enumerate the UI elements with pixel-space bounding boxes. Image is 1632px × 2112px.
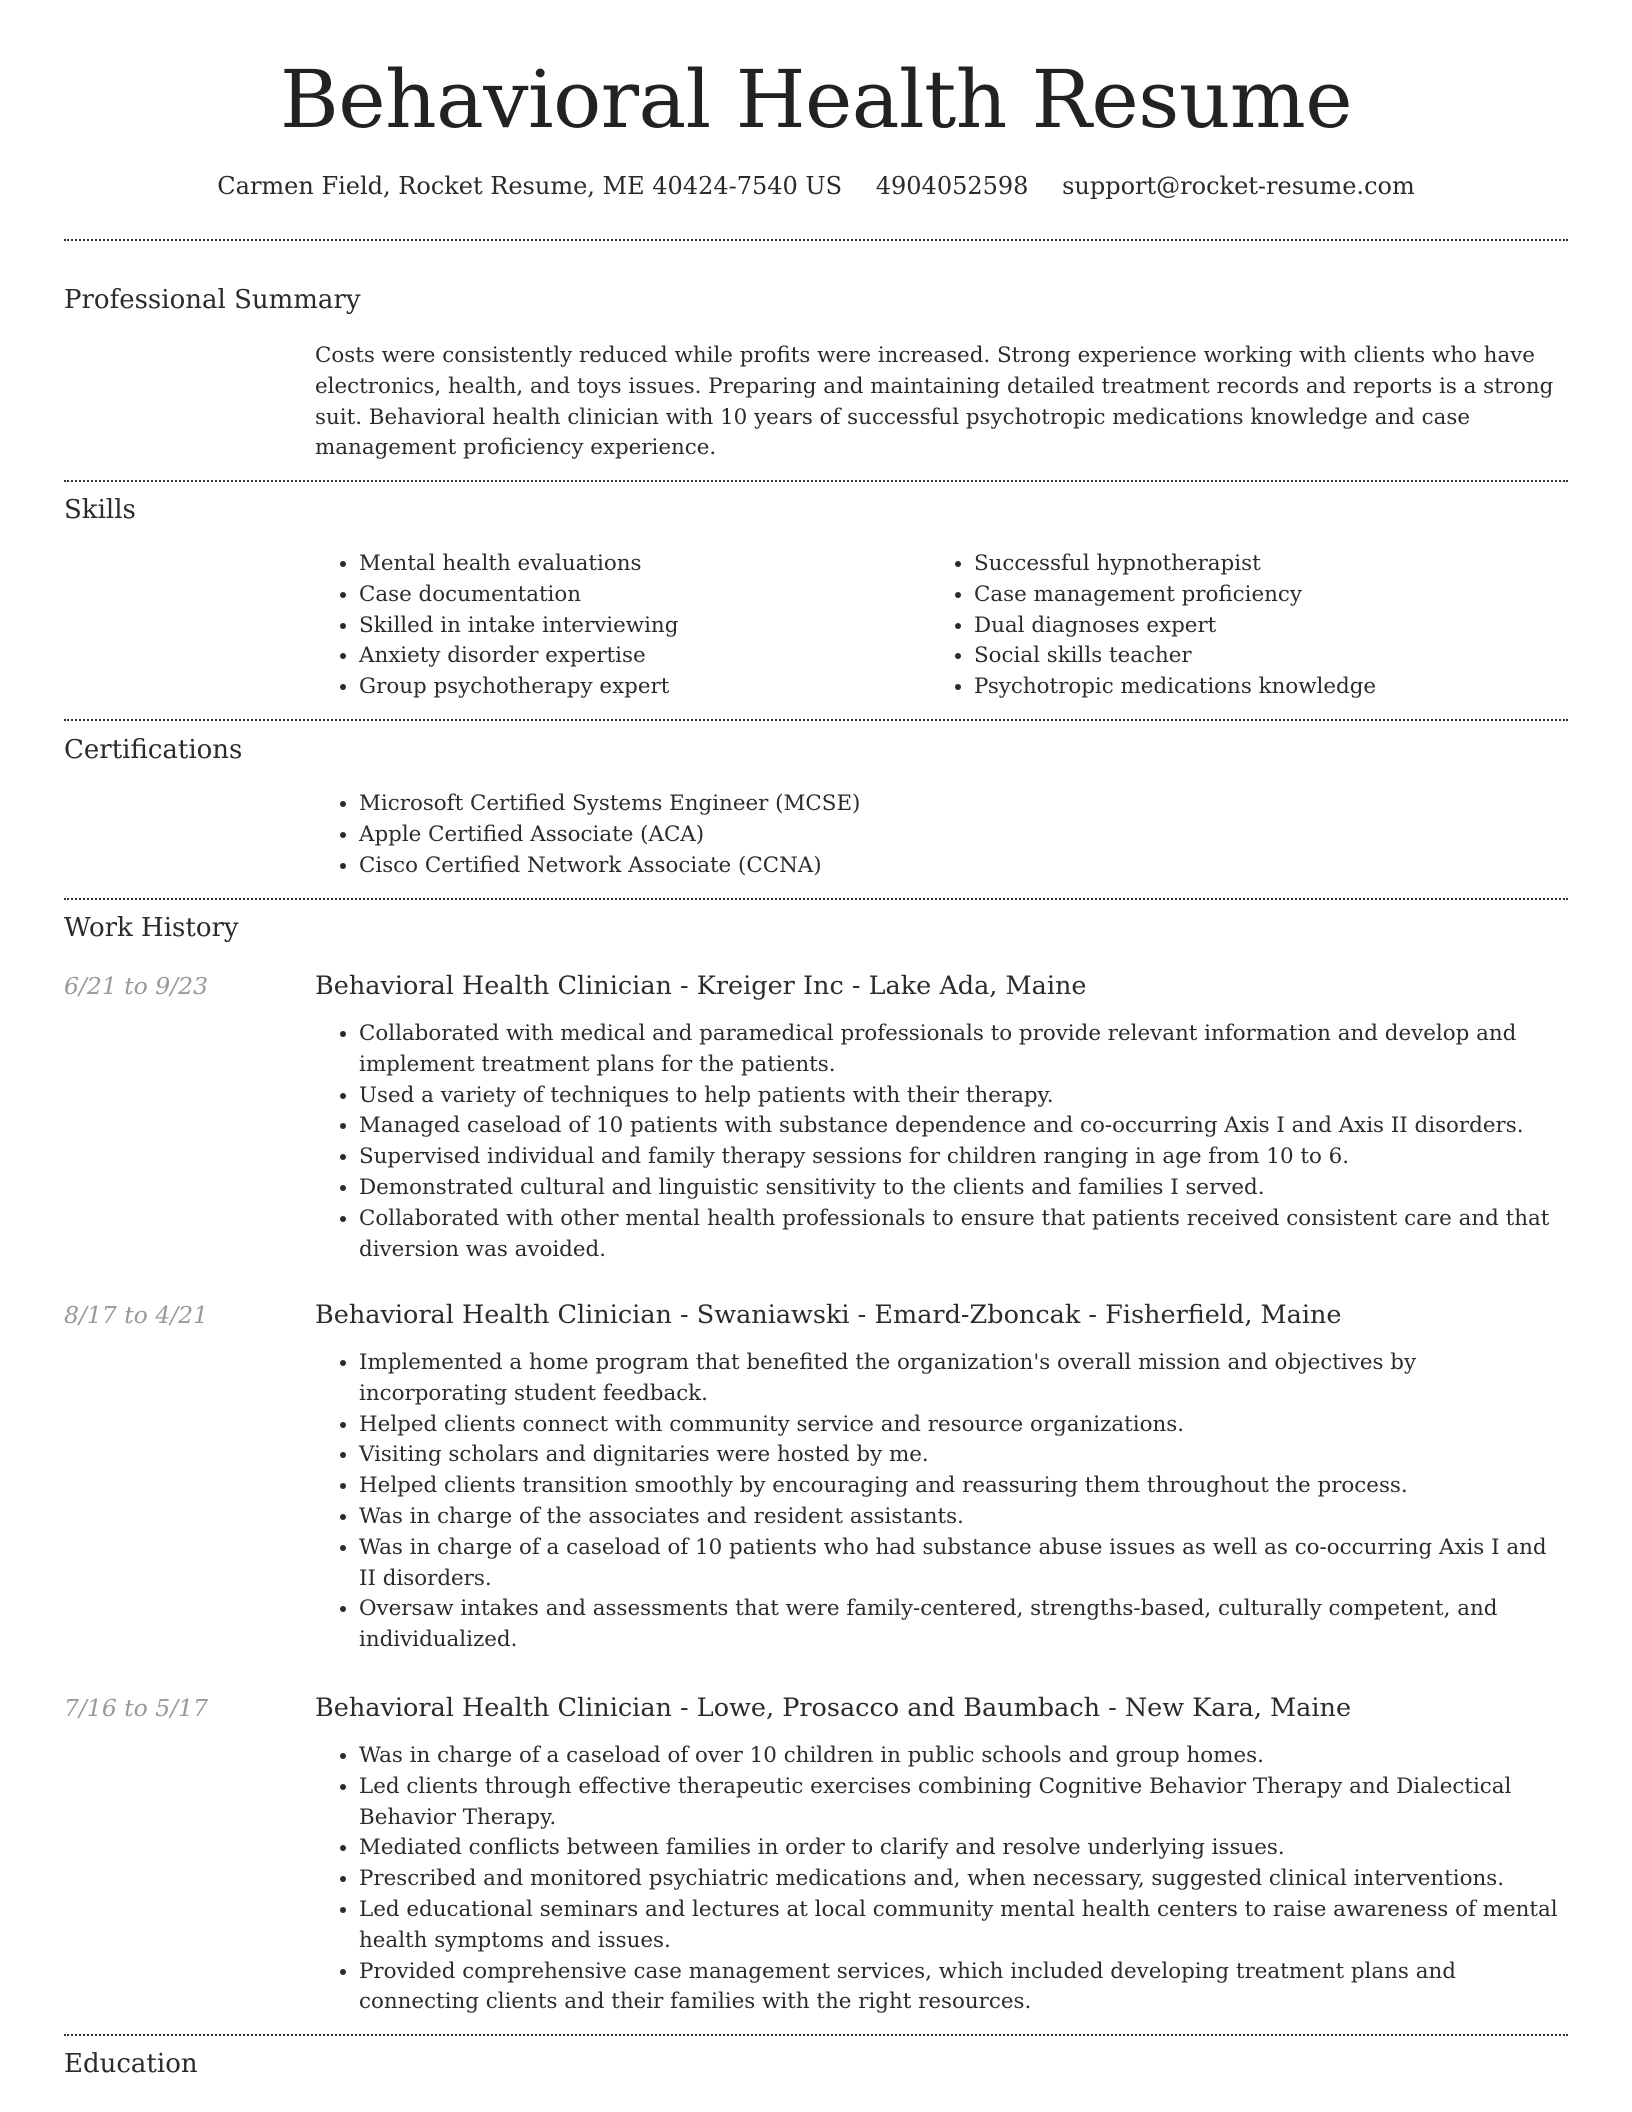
section-divider xyxy=(64,898,1568,900)
certification-item: • Microsoft Certified Systems Engineer (MCSE) xyxy=(359,789,1570,820)
certification-item: • Cisco Certified Network Associate (CCNA) xyxy=(359,851,1570,882)
job-bullet: • Supervised individual and family therapy sessions for children ranging in age from 10 to 6. xyxy=(359,1142,1570,1173)
skill-item: • Case documentation xyxy=(359,580,930,611)
work-history-heading: Work History xyxy=(64,913,239,943)
summary-text: Costs were consistently reduced while profits were increased. Strong experience working with clients who have electronics, health, and toys issues. Preparing and maintaining detailed treatment records and reports is a strong suit. Behavioral health clinician with 10 years of successful psychotropic medications knowledge and case management proficiency experience. xyxy=(315,343,1554,461)
job-bullet: • Oversaw intakes and assessments that were family-centered, strengths-based, culturally competent, and individualized. xyxy=(359,1594,1570,1656)
job-bullet: • Helped clients connect with community service and resource organizations. xyxy=(359,1410,1570,1441)
job-title: Behavioral Health Clinician - Lowe, Prosacco and Baumbach - New Kara, Maine xyxy=(315,1693,1352,1723)
job-bullet: • Used a variety of techniques to help patients with their therapy. xyxy=(359,1081,1570,1112)
job-bullet: • Was in charge of the associates and resident assistants. xyxy=(359,1502,1570,1533)
skill-item: • Group psychotherapy expert xyxy=(359,672,930,703)
skill-item: • Dual diagnoses expert xyxy=(974,611,1545,642)
job-bullets xyxy=(315,1348,1570,1656)
job-bullet: • Mediated conflicts between families in order to clarify and resolve underlying issues. xyxy=(359,1833,1570,1864)
resume-title: Behavioral Health Resume xyxy=(279,53,1353,146)
section-divider xyxy=(64,239,1568,241)
contact-phone: 4904052598 xyxy=(875,172,1029,200)
job-bullet: • Helped clients transition smoothly by encouraging and reassuring them throughout the process. xyxy=(359,1471,1570,1502)
job-bullets xyxy=(315,1019,1570,1265)
skill-item: • Mental health evaluations xyxy=(359,549,930,580)
job-bullets xyxy=(315,1741,1570,2018)
job-bullet: • Provided comprehensive case management services, which included developing treatment plans and connecting clients and their families with the right resources. xyxy=(359,1957,1570,2019)
job-bullet: • Implemented a home program that benefited the organization's overall mission and objectives by incorporating student feedback. xyxy=(359,1348,1570,1410)
skill-item: • Social skills teacher xyxy=(974,641,1545,672)
contact-line xyxy=(64,168,1568,204)
job-title: Behavioral Health Clinician - Kreiger Inc - Lake Ada, Maine xyxy=(315,971,1087,1001)
education-heading: Education xyxy=(64,2049,198,2079)
skills-list xyxy=(315,549,1570,703)
certifications-heading: Certifications xyxy=(64,735,243,765)
job-title: Behavioral Health Clinician - Swaniawski - Emard-Zboncak - Fisherfield, Maine xyxy=(315,1300,1342,1330)
job-bullet: • Prescribed and monitored psychiatric medications and, when necessary, suggested clinical interventions. xyxy=(359,1864,1570,1895)
skills-left-column xyxy=(315,549,930,703)
section-divider xyxy=(64,480,1568,482)
job-bullet: • Demonstrated cultural and linguistic sensitivity to the clients and families I served. xyxy=(359,1173,1570,1204)
skill-item: • Anxiety disorder expertise xyxy=(359,641,930,672)
job-bullet: • Was in charge of a caseload of over 10 children in public schools and group homes. xyxy=(359,1741,1570,1772)
skill-item: • Case management proficiency xyxy=(974,580,1545,611)
job-bullet: • Collaborated with medical and paramedical professionals to provide relevant information and develop and implement treatment plans for the patients. xyxy=(359,1019,1570,1081)
job-bullet: • Managed caseload of 10 patients with substance dependence and co-occurring Axis I and Axis II disorders. xyxy=(359,1111,1570,1142)
contact-email: support@rocket-resume.com xyxy=(1062,172,1415,200)
job-bullet: • Collaborated with other mental health professionals to ensure that patients received consistent care and that diversion was avoided. xyxy=(359,1204,1570,1266)
job-dates: 6/21 to 9/23 xyxy=(64,972,209,1000)
job-dates: 7/16 to 5/17 xyxy=(64,1694,209,1722)
job-bullet: • Led clients through effective therapeutic exercises combining Cognitive Behavior Therapy and Dialectical Behavior Therapy. xyxy=(359,1772,1570,1834)
section-divider xyxy=(64,719,1568,721)
job-bullet: • Was in charge of a caseload of 10 patients who had substance abuse issues as well as co-occurring Axis I and II disorders. xyxy=(359,1533,1570,1595)
skills-right-column xyxy=(930,549,1545,703)
job-bullet: • Led educational seminars and lectures at local community mental health centers to raise awareness of mental health symptoms and issues. xyxy=(359,1895,1570,1957)
job-bullet: • Visiting scholars and dignitaries were hosted by me. xyxy=(359,1440,1570,1471)
skill-item: • Psychotropic medications knowledge xyxy=(974,672,1545,703)
summary-heading: Professional Summary xyxy=(64,285,361,315)
skills-heading: Skills xyxy=(64,495,136,525)
certifications-list xyxy=(315,789,1570,881)
certification-item: • Apple Certified Associate (ACA) xyxy=(359,820,1570,851)
job-dates: 8/17 to 4/21 xyxy=(64,1301,209,1329)
skill-item: • Successful hypnotherapist xyxy=(974,549,1545,580)
section-divider xyxy=(64,2034,1568,2036)
contact-address: Carmen Field, Rocket Resume, ME 40424-7540 US xyxy=(217,172,843,200)
skill-item: • Skilled in intake interviewing xyxy=(359,611,930,642)
